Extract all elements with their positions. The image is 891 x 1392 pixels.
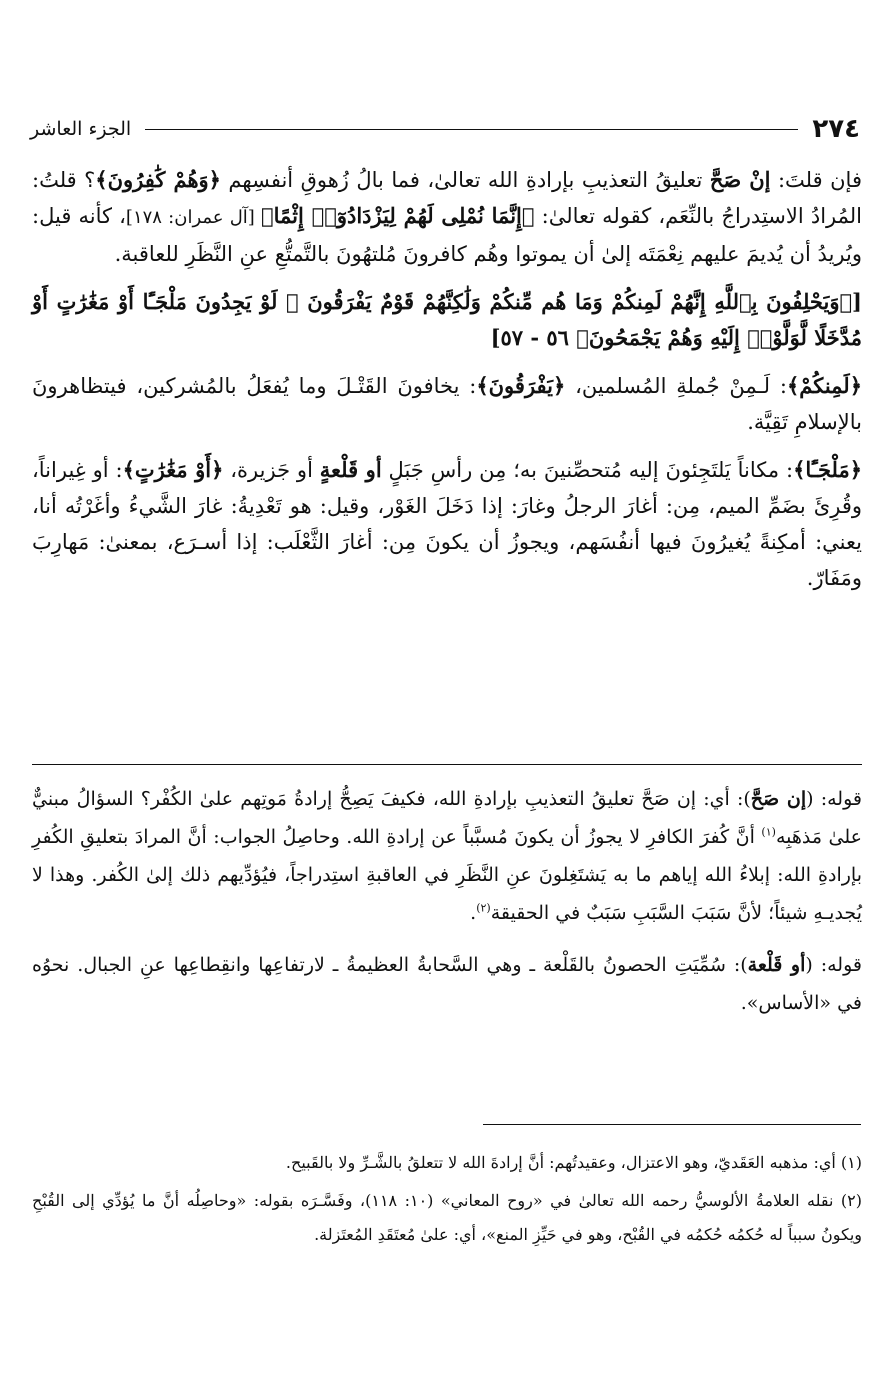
page-number: ٢٧٤	[812, 114, 860, 144]
text-run: .	[470, 902, 477, 924]
commentary-2	[32, 946, 862, 1022]
quran-word: ﴿أَوْ مَغَٰرَٰتٍ﴾	[122, 457, 224, 482]
quran-word: ﴿يَفْرَقُونَ﴾	[476, 373, 566, 398]
keyword: أو قَلْعةٍ	[319, 457, 382, 482]
footnote-divider	[483, 1124, 861, 1125]
quran-quote: ﴿إِنَّمَا نُمْلِى لَهُمْ لِيَزْدَادُوٓا۟ إِثْمًا﴾	[261, 203, 535, 228]
commentary-1	[32, 780, 862, 932]
text-run: : مكاناً يَلتَجِئونَ إليه مُتحصِّنينَ به؛ مِن رأسِ جَبَلٍ	[381, 458, 794, 482]
commentary-divider	[32, 764, 862, 765]
text-run: : أو غِيراناً، وقُرِئَ بضَمِّ الميم، مِن: أغارَ الرجلُ وغارَ: إذا دَخَلَ الغَوْر، وقيل: هو تَعْدِيةُ: غارَ الشَّيءُ وأغَرْتُه أنا، يعني: أمكِنةً يُغيرُونَ فيها أنفُسَهم، ويجوزُ أن يكونَ مِن: أغارَ الثَّعْلَب: إذا أسـرَع، بمعنىٰ: مَهارِبَ ومَفَارّ.	[32, 458, 862, 590]
text-run: أو جَزيرة،	[223, 458, 320, 482]
paragraph-1	[32, 162, 862, 272]
keyword: أو قَلْعة	[747, 954, 806, 976]
verse-block: [﴿وَيَحْلِفُونَ بِٱللَّهِ إِنَّهُمْ لَمِنكُمْ وَمَا هُم مِّنكُمْ وَلَٰكِنَّهُمْ قَوْمٌ يَفْرَقُونَ ۞ لَوْ يَجِدُونَ مَلْجَـًٔا أَوْ مَغَٰرَٰتٍ أَوْ مُدَّخَلًا لَّوَلَّوْا۟ إِلَيْهِ وَهُمْ يَجْمَحُونَ﴾ ٥٦ - ٥٧]	[32, 289, 862, 350]
volume-label: الجزء العاشر	[30, 117, 132, 140]
text-run: ): سُمِّيَتِ الحصونُ بالقَلْعة ـ وهي السَّحابةُ العظيمةُ ـ لارتفاعِها وانقِطاعِها عنِ الجبال. نحوُه في «الأساس».	[32, 954, 862, 1014]
header-rule	[145, 129, 798, 130]
footnote-ref-2: (٢)	[476, 901, 491, 915]
quran-word: ﴿لَمِنكُمْ﴾	[786, 373, 862, 398]
paragraph-4	[32, 452, 862, 596]
footnote-2: (٢) نقله العلامةُ الألوسيُّ رحمه الله تعالىٰ في «روح المعاني» (١٠: ١١٨)، وفَسَّـرَه بقوله: «وحاصِلُه أنَّ ما يُؤدِّي إلى القُبْحِ ويكونُ سبباً له حُكمُه حُكمُه في القُبْح، وهو في حَيِّزِ المنع»، أي: علىٰ مُعتَقَدِ المُعتَزلة.	[32, 1191, 862, 1244]
footnotes-section	[32, 1146, 862, 1256]
quran-word: ﴿مَلْجَـًٔا﴾	[793, 457, 863, 482]
text-run: فإن قلتَ:	[770, 168, 862, 192]
paragraph-3	[32, 368, 862, 440]
text-run: ؟ قلتُ: المُرادُ الاستِدراجُ بالنِّعَم، كقوله تعالىٰ:	[32, 168, 862, 228]
quran-quote: ﴿وَهُمْ كَٰفِرُونَ﴾	[95, 167, 221, 192]
text-run: ، كأنه قيل: ويُريدُ أن يُديمَ عليهم نِعْمَتَه إلىٰ أن يموتوا وهُم كافرونَ مُلتهُونَ بالتَّمتُّعِ عنِ النَّظَرِ للعاقبة.	[32, 204, 862, 266]
footnote-ref-1: (١)	[761, 825, 776, 839]
keyword: إنْ صَحَّ	[709, 167, 771, 192]
text-run: : يخافونَ القَتْـلَ وما يُفعَلُ بالمُشركين، فيتظاهرونَ بالإسلامِ تَقِيَّة.	[32, 374, 862, 434]
verse-reference: [آل عمران: ١٧٨]	[125, 207, 262, 228]
text-run: ): أي: إن صَحَّ تعليقُ التعذيبِ بإرادةِ الله، فكيفَ يَصِحُّ إرادةُ مَوتِهم علىٰ الكُفْر؟ السؤالُ مبنيٌّ علىٰ مَذهَبِه	[32, 788, 863, 848]
footnote-1: (١) أي: مذهبه العَقَديّ، وهو الاعتزال، وعقيدتُهم: أنَّ إرادةَ الله لا تتعلقُ بالشَّـرِّ ولا بالقَبيح.	[285, 1153, 862, 1172]
text-run: : لَـمِنْ جُملةِ المُسلمين،	[565, 374, 787, 398]
text-run: قوله: (	[805, 954, 862, 976]
text-run: قوله: (	[806, 788, 862, 810]
commentary-section	[32, 780, 862, 1036]
text-run: أنَّ كُفرَ الكافرِ لا يجوزُ أن يكونَ مُسبَّباً عن إرادةِ الله. وحاصِلُ الجواب: أنَّ المرادَ بتعليقِ الكُفرِ بإرادةِ الله: إبلاءُ الله إياهم ما به يَشتَغِلونَ عنِ النَّظَرِ في العاقبةِ استِدراجاً، فيُؤدِّيهم ذلك إلىٰ الكُفر. وهذا لا يُجديـهِ شيئاً؛ لأنَّ سَبَبَ السَّبَبِ سَبَبٌ في الحقيقة	[32, 826, 862, 924]
main-text	[32, 162, 862, 608]
page-header	[30, 112, 860, 146]
text-run: تعليقُ التعذيبِ بإرادةِ الله تعالىٰ، فما بالُ زُهوقِ أنفسِهم	[220, 168, 710, 192]
keyword: إن صَحَّ	[750, 788, 807, 810]
